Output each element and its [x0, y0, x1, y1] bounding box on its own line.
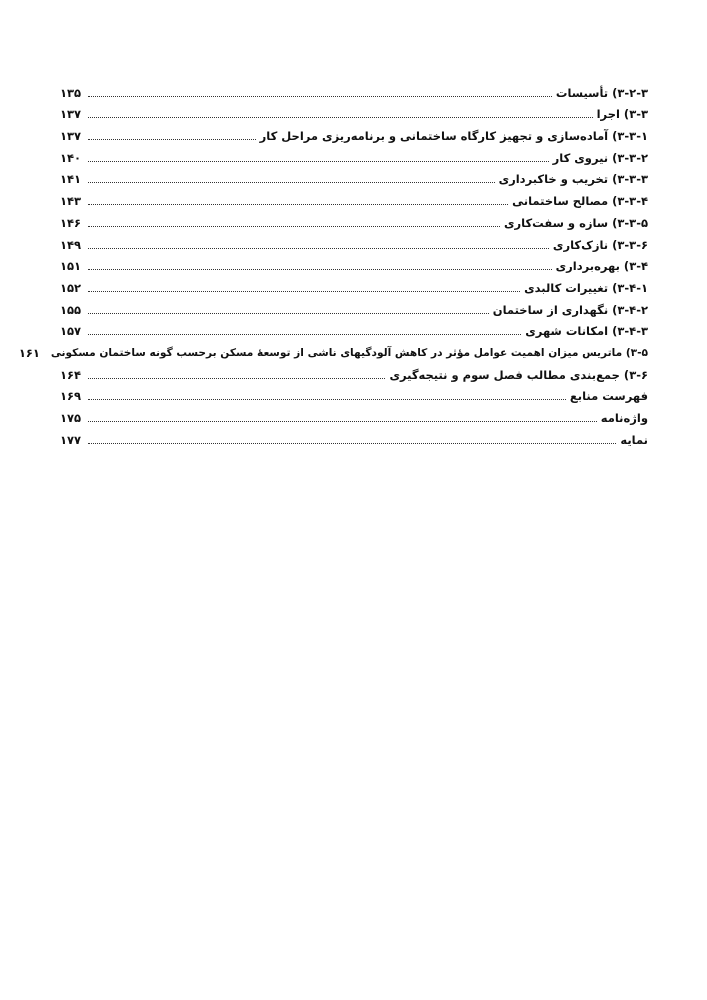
dot-leader: [88, 225, 500, 227]
toc-entry[interactable]: [60, 252, 648, 274]
toc-entry-title: ۳-۵) ماتریس میزان اهمیت عوامل مؤثر در کاهش آلودگیهای ناشی از توسعهٔ مسکن برحسب گونه ساختمان مسکونی: [50, 346, 648, 359]
dot-leader: [88, 203, 508, 205]
toc-entry-title: ۳-۲-۳) تأسیسات: [555, 85, 648, 100]
toc-entry-page: ۱۴۳: [60, 194, 82, 209]
dot-leader: [88, 420, 597, 422]
dot-leader: [88, 442, 616, 444]
toc-entry-title: ۳-۳) اجرا: [596, 107, 648, 122]
toc-entry-title: فهرست منابع: [569, 389, 648, 404]
toc-entry-page: ۱۶۱: [18, 345, 40, 360]
toc-entry-title: ۳-۴-۲) نگهداری از ساختمان: [492, 302, 648, 317]
toc-entry-title: نمایه: [620, 432, 648, 447]
toc-entry-title: ۳-۴-۳) امکانات شهری: [525, 324, 648, 339]
toc-entry-title: ۳-۴-۱) تغییرات کالبدی: [524, 280, 648, 295]
toc-entry[interactable]: [60, 208, 648, 230]
toc-entry-page: ۱۵۷: [60, 324, 82, 339]
toc-entry-page: ۱۵۱: [60, 259, 82, 274]
toc-entry[interactable]: [18, 338, 648, 360]
dot-leader: [88, 333, 521, 335]
dot-leader: [88, 247, 549, 249]
toc-entry-page: ۱۷۵: [60, 411, 82, 425]
toc-entry[interactable]: [60, 230, 648, 252]
toc-entry[interactable]: [60, 143, 648, 165]
toc-entry[interactable]: [60, 121, 648, 143]
toc-entry[interactable]: [60, 403, 648, 425]
table-of-contents: [18, 78, 648, 447]
toc-entry[interactable]: [60, 382, 648, 404]
dot-leader: [88, 290, 520, 292]
dot-leader: [88, 312, 489, 314]
toc-entry-page: ۱۳۷: [60, 129, 82, 144]
toc-entry[interactable]: [60, 100, 648, 122]
dot-leader: [88, 181, 495, 183]
toc-entry[interactable]: [60, 317, 648, 339]
toc-entry[interactable]: [60, 360, 648, 382]
toc-entry-page: ۱۴۱: [60, 172, 82, 187]
toc-entry-title: ۳-۳-۶) نازک‌کاری: [552, 237, 648, 252]
toc-entry-page: ۱۴۹: [60, 237, 82, 252]
toc-entry-title: ۳-۳-۵) سازه و سفت‌کاری: [504, 215, 648, 230]
dot-leader: [88, 160, 549, 162]
toc-entry-title: ۳-۳-۲) نیروی کار: [552, 150, 648, 165]
toc-entry-title: ۳-۳-۱) آماده‌سازی و تجهیز کارگاه ساختمانی و برنامه‌ریزی مراحل کار: [259, 129, 648, 144]
toc-entry-page: ۱۵۵: [60, 302, 82, 317]
toc-entry[interactable]: [60, 165, 648, 187]
dot-leader: [88, 268, 552, 270]
toc-entry[interactable]: [60, 295, 648, 317]
toc-entry-title: ۳-۳-۳) تخریب و خاکبرداری: [498, 172, 648, 187]
toc-entry-page: ۱۶۴: [60, 367, 82, 382]
toc-entry[interactable]: [60, 186, 648, 208]
dot-leader: [88, 95, 552, 97]
toc-entry[interactable]: [60, 273, 648, 295]
toc-entry-page: ۱۷۷: [60, 432, 82, 447]
toc-entry-page: ۱۵۲: [60, 280, 82, 295]
toc-entry-page: ۱۴۶: [60, 215, 82, 230]
toc-entry-page: ۱۴۰: [60, 150, 82, 165]
dot-leader: [88, 377, 385, 379]
toc-entry-page: ۱۳۷: [60, 107, 82, 122]
toc-entry-title: ۳-۴) بهره‌برداری: [555, 259, 648, 274]
dot-leader: [88, 116, 593, 118]
toc-entry-page: ۱۳۵: [60, 85, 82, 100]
toc-entry-page: ۱۶۹: [60, 389, 82, 404]
dot-leader: [88, 138, 256, 140]
toc-entry-title: ۳-۶) جمع‌بندی مطالب فصل سوم و نتیجه‌گیری: [389, 367, 648, 382]
toc-entry-title: واژه‌نامه: [600, 411, 648, 425]
toc-entry[interactable]: [60, 78, 648, 100]
dot-leader: [88, 398, 566, 400]
toc-entry[interactable]: [60, 425, 648, 447]
toc-entry-title: ۳-۳-۴) مصالح ساختمانی: [512, 194, 648, 209]
